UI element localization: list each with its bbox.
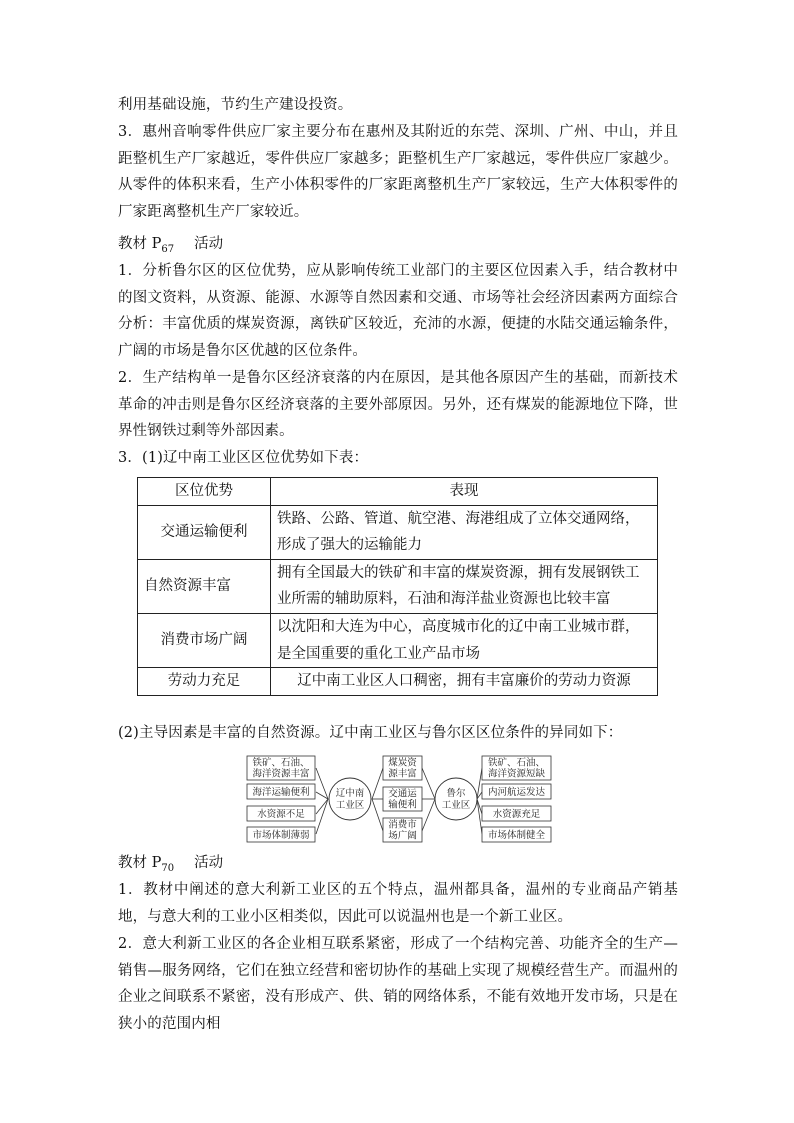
region-label: 工业区 bbox=[441, 800, 471, 811]
factor-label: 输便利 bbox=[388, 799, 417, 811]
table-cell: 辽中南工业区人口稠密，拥有丰富廉价的劳动力资源 bbox=[271, 668, 658, 696]
factor-label: 市场体制健全 bbox=[487, 830, 546, 841]
factor-label: 交通运 bbox=[388, 788, 417, 800]
paragraph: 1．分析鲁尔区的区位优势，应从影响传统工业部门的主要区位因素入手，结合教材中的图文资料，从资源、能源、水源等自然因素和交通、市场等社会经济因素两方面综合分析：丰富优质的煤炭资源，离铁矿区较近，充沛的水源，便捷的水陆交通运输条件，广阔的市场是鲁尔区优越的区位条件。 bbox=[118, 263, 678, 359]
textbook-reference bbox=[118, 853, 223, 879]
table-row bbox=[138, 613, 658, 667]
table-row bbox=[138, 505, 658, 559]
common-factor-boxes bbox=[383, 756, 422, 842]
table-cell: 消费市场广阔 bbox=[138, 613, 271, 667]
paragraph: (2)主导因素是丰富的自然资源。辽中南工业区与鲁尔区区位条件的异同如下： bbox=[118, 725, 623, 741]
paragraph: 3．惠州音响零件供应厂家主要分布在惠州及其附近的东莞、深圳、广州、中山，并且距整机生产厂家越近，零件供应厂家越多；距整机生产厂家越远，零件供应厂家越少。从零件的体积来看，生产小体积零件的厂家距离整机生产厂家较远，生产大体积零件的厂家距离整机生产厂家较近。 bbox=[118, 124, 678, 220]
table-row bbox=[138, 668, 658, 696]
region-label: 辽中南 bbox=[335, 788, 365, 799]
factor-label: 消费市 bbox=[388, 819, 417, 831]
paragraph: 1．教材中阐述的意大利新工业区的五个特点，温州都具备，温州的专业商品产销基地，与意大利的工业小区相类似，因此可以说温州也是一个新工业区。 bbox=[118, 882, 678, 925]
table-cell: 交通运输便利 bbox=[138, 505, 271, 559]
textbook-label: 教材 P bbox=[118, 236, 162, 252]
factor-label: 水资源充足 bbox=[492, 809, 541, 820]
liaozhongnan-circle bbox=[329, 778, 371, 820]
table-header: 表现 bbox=[271, 478, 658, 506]
activity-label: 活动 bbox=[194, 236, 224, 252]
table-row bbox=[138, 559, 658, 613]
textbook-label: 教材 P bbox=[118, 855, 162, 871]
factor-label: 海洋资源短缺 bbox=[487, 768, 546, 780]
location-advantage-table bbox=[137, 477, 658, 696]
page-number: 67 bbox=[161, 243, 175, 255]
right-factor-boxes bbox=[482, 756, 551, 842]
paragraph: 2．生产结构单一是鲁尔区经济衰落的内在原因，是其他各原因产生的基础，而新技术革命的冲击则是鲁尔区经济衰落的主要外部原因。另外，还有煤炭的能源地位下降，世界性钢铁过剩等外部因素。 bbox=[118, 370, 678, 440]
region-comparison-diagram bbox=[244, 754, 554, 846]
factor-label: 内河航运发达 bbox=[487, 787, 546, 798]
left-factor-boxes bbox=[247, 756, 315, 842]
factor-label: 市场体制薄弱 bbox=[252, 830, 310, 841]
factor-label: 水资源不足 bbox=[257, 809, 305, 820]
paragraph: 2．意大利新工业区的各企业相互联系紧密，形成了一个结构完善、功能齐全的生产—销售—服务网络，它们在独立经营和密切协作的基础上实现了规模经营生产。而温州的企业之间联系不紧密，没有形成产、供、销的网络体系，不能有效地开发市场，只是在狭小的范围内相 bbox=[118, 936, 678, 1032]
factor-label: 源丰富 bbox=[388, 768, 417, 780]
region-label: 鲁尔 bbox=[446, 788, 466, 799]
factor-label: 铁矿、石油、 bbox=[252, 757, 310, 769]
table-header-row bbox=[138, 478, 658, 506]
table-cell: 以沈阳和大连为中心，高度城市化的辽中南工业城市群，是全国重要的重化工业产品市场 bbox=[271, 613, 658, 667]
table-header: 区位优势 bbox=[138, 478, 271, 506]
table-cell: 自然资源丰富 bbox=[138, 559, 271, 613]
paragraph: 利用基础设施，节约生产建设投资。 bbox=[118, 97, 353, 113]
factor-label: 海洋运输便利 bbox=[252, 787, 310, 798]
region-label: 工业区 bbox=[335, 800, 365, 811]
factor-label: 场广阔 bbox=[388, 830, 417, 842]
factor-label: 海洋资源丰富 bbox=[252, 768, 310, 780]
activity-label: 活动 bbox=[194, 855, 224, 871]
table-cell: 拥有全国最大的铁矿和丰富的煤炭资源，拥有发展钢铁工业所需的辅助原料，石油和海洋盐业资源也比较丰富 bbox=[271, 559, 658, 613]
factor-label: 煤炭资 bbox=[388, 757, 417, 769]
ruhr-circle bbox=[435, 778, 477, 820]
page-number: 70 bbox=[161, 862, 175, 874]
paragraph: 3．(1)辽中南工业区区位优势如下表： bbox=[118, 450, 369, 466]
table-cell: 劳动力充足 bbox=[138, 668, 271, 696]
textbook-reference bbox=[118, 234, 223, 260]
table-cell: 铁路、公路、管道、航空港、海港组成了立体交通网络，形成了强大的运输能力 bbox=[271, 505, 658, 559]
factor-label: 铁矿、石油、 bbox=[487, 757, 546, 769]
